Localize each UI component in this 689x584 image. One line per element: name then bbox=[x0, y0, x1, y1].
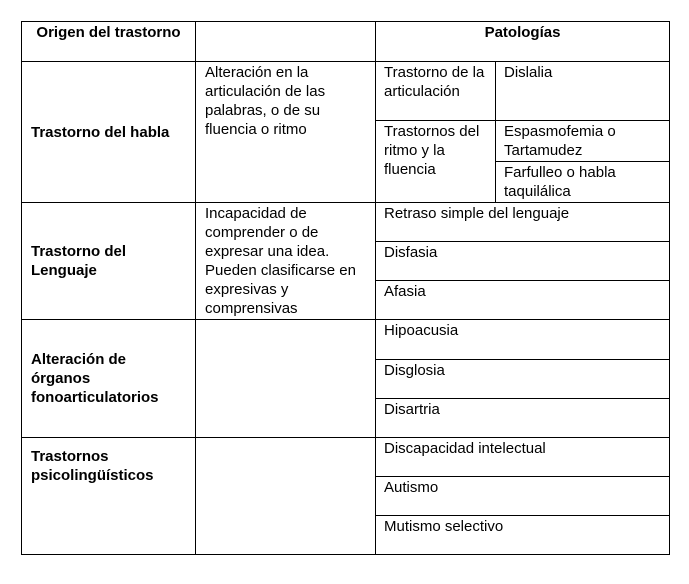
header-origin: Origen del trastorno bbox=[22, 22, 196, 62]
origin-cell: Alteración de órganos fonoarticulatorios bbox=[22, 320, 196, 438]
pathology-cell: Discapacidad intelectual bbox=[376, 438, 670, 477]
origin-cell: Trastorno del Lenguaje bbox=[22, 203, 196, 320]
table-row bbox=[22, 62, 670, 121]
pathology-cell: Dislalia bbox=[496, 62, 670, 121]
header-description bbox=[196, 22, 376, 62]
origin-cell: Trastorno del habla bbox=[22, 62, 196, 203]
description-cell: Alteración en la articulación de las palabras, o de su fluencia o ritmo bbox=[196, 62, 376, 203]
table-row bbox=[22, 203, 670, 242]
description-cell bbox=[196, 438, 376, 555]
header-row bbox=[22, 22, 670, 62]
pathology-cell: Disartria bbox=[376, 399, 670, 438]
origin-cell: Trastornos psicolingüísticos bbox=[22, 438, 196, 555]
pathology-cell: Farfulleo o habla taquilálica bbox=[496, 162, 670, 203]
pathology-cell: Hipoacusia bbox=[376, 320, 670, 360]
table-row bbox=[22, 320, 670, 360]
pathology-table bbox=[21, 21, 670, 555]
pathology-cell: Espasmofemia o Tartamudez bbox=[496, 121, 670, 162]
table-row bbox=[22, 438, 670, 477]
subtype-cell: Trastorno de la articulación bbox=[376, 62, 496, 121]
subtype-cell: Trastornos del ritmo y la fluencia bbox=[376, 121, 496, 203]
pathology-cell: Mutismo selectivo bbox=[376, 516, 670, 555]
description-cell bbox=[196, 320, 376, 438]
pathology-cell: Autismo bbox=[376, 477, 670, 516]
pathology-cell: Disglosia bbox=[376, 360, 670, 399]
description-cell: Incapacidad de comprender o de expresar una idea. Pueden clasificarse en expresivas y comprensivas bbox=[196, 203, 376, 320]
header-pathologies: Patologías bbox=[376, 22, 670, 62]
pathology-cell: Afasia bbox=[376, 281, 670, 320]
pathology-cell: Retraso simple del lenguaje bbox=[376, 203, 670, 242]
pathology-cell: Disfasia bbox=[376, 242, 670, 281]
